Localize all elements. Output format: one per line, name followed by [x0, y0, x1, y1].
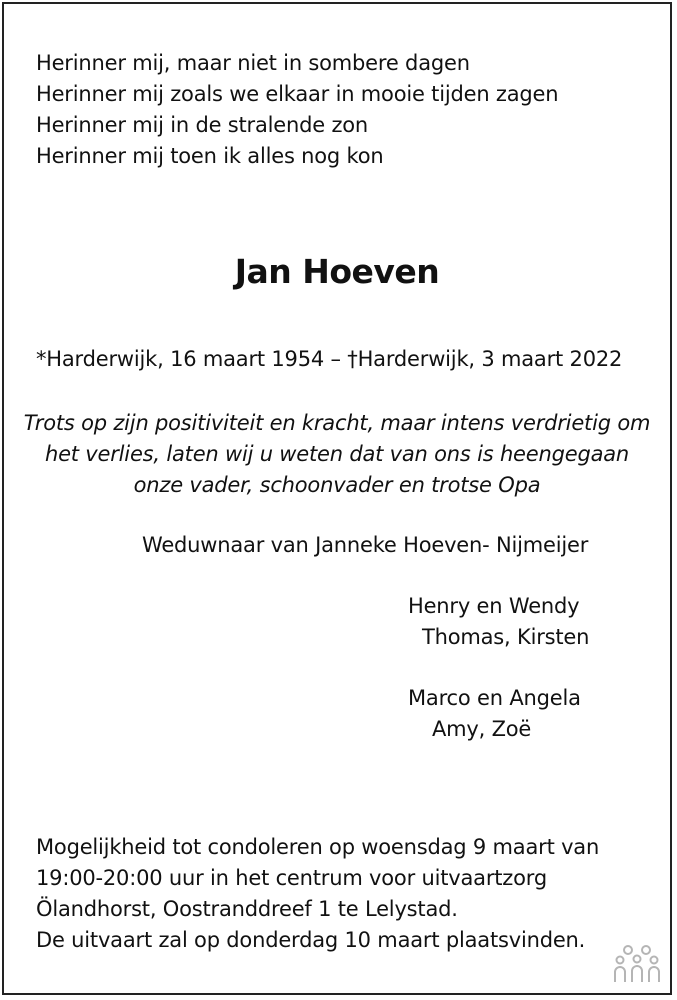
people-group-icon [614, 944, 660, 984]
notice-line-4: De uitvaart zal op donderdag 10 maart plaatsvinden. [36, 928, 586, 952]
family-couple-1: Henry en Wendy [408, 594, 580, 618]
announcement-line-1: Trots op zijn positiviteit en kracht, maar intens verdrietig om [23, 411, 651, 435]
family-children-2: Amy, Zoë [432, 717, 532, 741]
obituary-card [2, 2, 672, 995]
announcement-line-2: het verlies, laten wij u weten dat van ons is heengegaan [44, 442, 630, 466]
poem-line-2: Herinner mij zoals we elkaar in mooie tijden zagen [36, 82, 559, 106]
poem-line-4: Herinner mij toen ik alles nog kon [36, 144, 384, 168]
notice-line-2: 19:00-20:00 uur in het centrum voor uitvaartzorg [36, 866, 547, 890]
notice-line-1: Mogelijkheid tot condoleren op woensdag 9 maart van [36, 835, 600, 859]
poem-line-3: Herinner mij in de stralende zon [36, 113, 369, 137]
widower-line: Weduwnaar van Janneke Hoeven- Nijmeijer [142, 533, 589, 557]
deceased-name: Jan Hoeven [234, 252, 440, 291]
family-couple-2: Marco en Angela [408, 686, 581, 710]
announcement-line-3: onze vader, schoonvader en trotse Opa [133, 473, 541, 497]
birth-death-dates: *Harderwijk, 16 maart 1954 – †Harderwijk, 3 maart 2022 [36, 347, 623, 371]
poem-line-1: Herinner mij, maar niet in sombere dagen [36, 51, 470, 75]
notice-line-3: Ölandhorst, Oostranddreef 1 te Lelystad. [36, 897, 458, 921]
family-children-1: Thomas, Kirsten [422, 625, 590, 649]
